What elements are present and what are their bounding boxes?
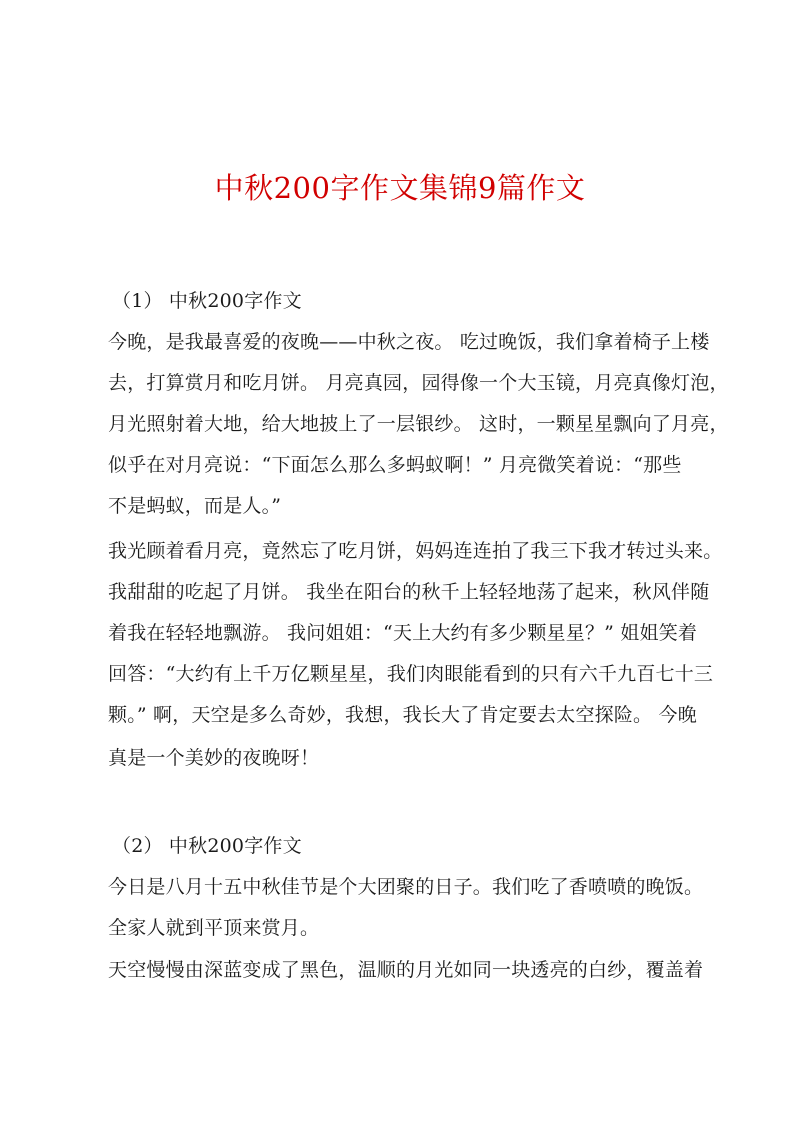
section-1-line: 着我在轻轻地飘游。 我问姐姐：“天上大约有多少颗星星？” 姐姐笑着 (108, 622, 698, 644)
section-2-line: 今日是八月十五中秋佳节是个大团聚的日子。我们吃了香喷喷的晚饭。 (108, 876, 704, 898)
section-1-line: 真是一个美妙的夜晚呀！ (108, 747, 320, 769)
section-1-line: 回答：“大约有上千万亿颗星星，我们肉眼能看到的只有六千九百七十三 (108, 663, 714, 685)
section-2-line: 全家人就到平顶来赏月。 (108, 917, 320, 939)
section-1-line: 我光顾着看月亮，竟然忘了吃月饼，妈妈连连拍了我三下我才转过头来。 (108, 540, 723, 562)
document-title: 中秋200字作文集锦9篇作文 (214, 171, 586, 205)
section-1-line: 不是蚂蚁，而是人。” (108, 495, 282, 517)
section-1-heading: （1） 中秋200字作文 (112, 290, 302, 312)
section-1-line: 我甜甜的吃起了月饼。 我坐在阳台的秋千上轻轻地荡了起来，秋风伴随 (108, 581, 710, 603)
section-2-heading: （2） 中秋200字作文 (112, 835, 302, 857)
section-1-line: 似乎在对月亮说：“下面怎么那么多蚂蚁啊！” 月亮微笑着说：“那些 (108, 454, 682, 476)
section-1-line: 颗。” 啊，天空是多么奇妙，我想，我长大了肯定要去太空探险。 今晚 (108, 704, 697, 726)
section-2-line: 天空慢慢由深蓝变成了黑色，温顺的月光如同一块透亮的白纱，覆盖着 (108, 959, 704, 981)
section-1-line: 月光照射着大地，给大地披上了一层银纱。 这时，一颗星星飘向了月亮， (108, 413, 729, 435)
section-1-line: 今晚，是我最喜爱的夜晚——中秋之夜。 吃过晚饭，我们拿着椅子上楼 (108, 331, 710, 353)
section-1-line: 去，打算赏月和吃月饼。 月亮真园，园得像一个大玉镜，月亮真像灯泡， (108, 372, 729, 394)
